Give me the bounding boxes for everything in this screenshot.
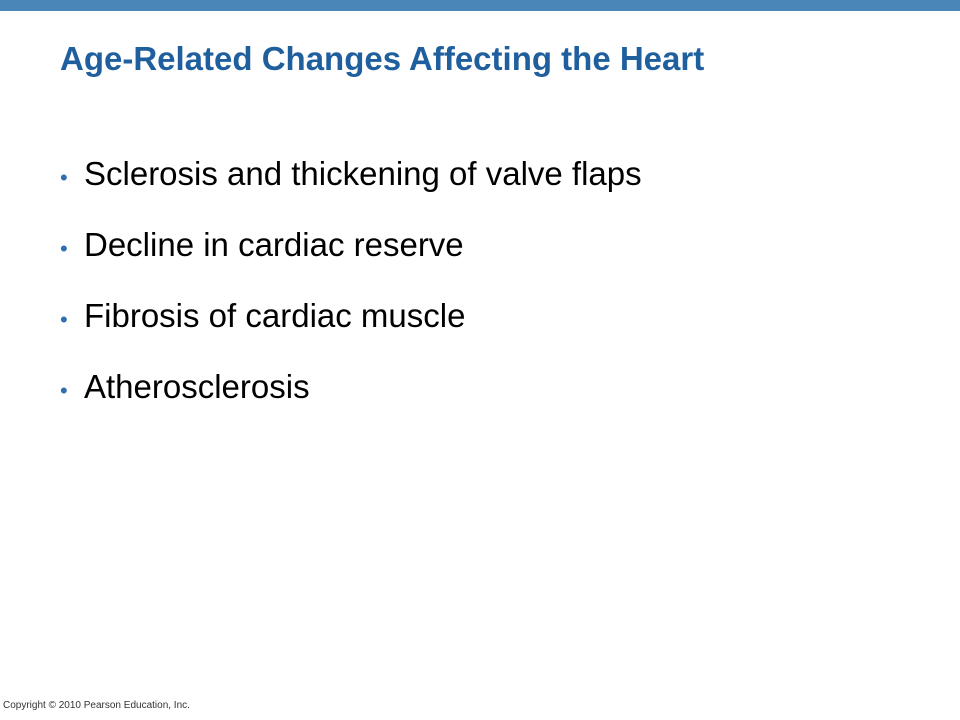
bullet-text: Decline in cardiac reserve — [84, 226, 464, 263]
bullet-item — [60, 152, 642, 223]
bullet-item — [60, 365, 642, 436]
bullet-text: Atherosclerosis — [84, 368, 310, 405]
bullet-item — [60, 223, 642, 294]
top-accent-bar — [0, 0, 960, 11]
bullet-list — [60, 152, 642, 436]
bullet-dot-icon: • — [60, 378, 68, 403]
slide-title: Age-Related Changes Affecting the Heart — [60, 40, 705, 77]
copyright-notice: Copyright © 2010 Pearson Education, Inc. — [3, 700, 190, 711]
bullet-dot-icon: • — [60, 236, 68, 261]
bullet-dot-icon: • — [60, 165, 68, 190]
bullet-item — [60, 294, 642, 365]
bullet-dot-icon: • — [60, 307, 68, 332]
bullet-text: Fibrosis of cardiac muscle — [84, 297, 466, 334]
bullet-text: Sclerosis and thickening of valve flaps — [84, 155, 642, 192]
